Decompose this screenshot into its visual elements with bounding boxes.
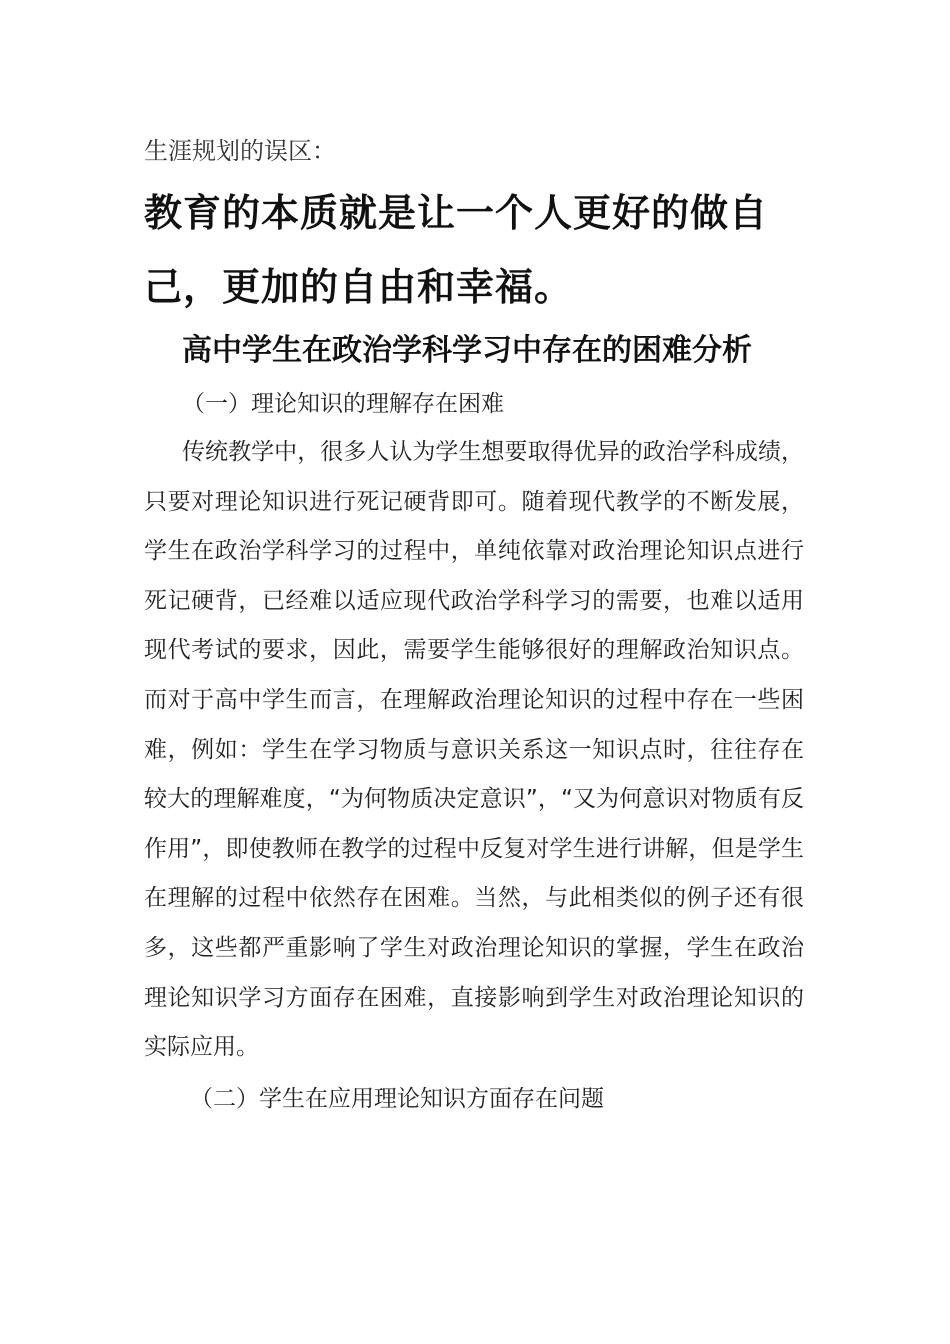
headline: 教育的本质就是让一个人更好的做自己，更加的自由和幸福。 [144, 191, 769, 309]
kicker-text: 生涯规划的误区： [144, 137, 336, 165]
document-page [144, 128, 804, 1123]
section-title: 高中学生在政治学科学习中存在的困难分析 [182, 333, 752, 368]
subsection-heading-2: （二）学生在应用理论知识方面存在问题 [190, 1085, 604, 1112]
body-paragraph-1: 传统教学中，很多人认为学生想要取得优异的政治学科成绩，只要对理论知识进行死记硬背即可。随着现代教学的不断发展，学生在政治学科学习的过程中，单纯依靠对政治理论知识点进行死记硬背，已经难以适应现代政治学科学习的需要，也难以适用现代考试的要求，因此，需要学生能够很好的理解政治知识点。而对于高中学生而言，在理解政治理论知识的过程中存在一些困难，例如：学生在学习物质与意识关系这一知识点时，往往存在较大的理解难度，“为何物质决定意识”，“又为何意识对物质有反作用”，即使教师在教学的过程中反复对学生进行讲解，但是学生在理解的过程中依然存在困难。当然，与此相类似的例子还有很多，这些都严重影响了学生对政治理论知识的掌握，学生在政治理论知识学习方面存在困难，直接影响到学生对政治理论知识的实际应用。 [144, 439, 804, 1061]
subsection-heading-1: （一）理论知识的理解存在困难 [182, 391, 504, 417]
